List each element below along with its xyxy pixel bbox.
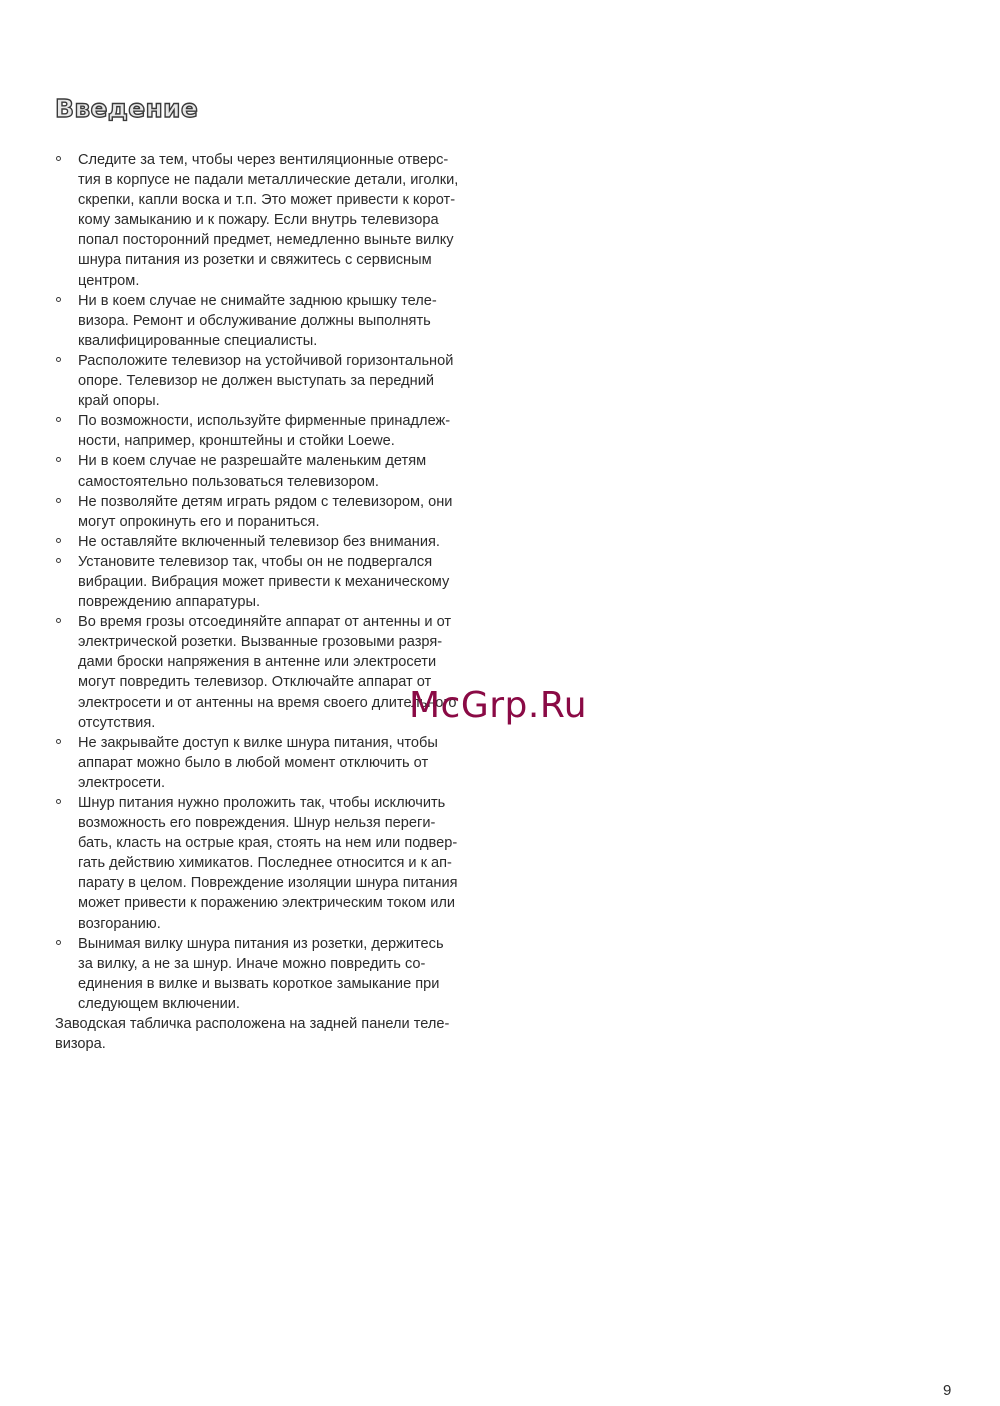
bullet-icon — [56, 156, 61, 161]
list-item — [55, 351, 495, 411]
bullet-icon — [56, 297, 61, 302]
watermark: McGrp.Ru — [409, 685, 588, 726]
list-item — [55, 411, 495, 451]
rating-plate-note: Заводская табличка расположена на задней панели теле- визора. — [55, 1016, 450, 1053]
list-item-text: Шнур питания нужно проложить так, чтобы исключить возможность его повреждения. Шнур нельзя переги- бать, класть на острые края, стоять на нем или подвер- гать действию химикатов. Последнее относится и к ап- парату в целом. Повреждение изоляции шнура питания может привести к поражению электрическим током или возгоранию. — [78, 795, 458, 932]
list-item-text: Расположите телевизор на устойчивой горизонтальной опоре. Телевизор не должен выступать за передний край опоры. — [78, 352, 454, 410]
list-item — [55, 492, 495, 532]
bullet-icon — [56, 357, 61, 362]
bullet-icon — [56, 498, 61, 503]
bullet-icon — [56, 417, 61, 422]
list-item-text: Не позволяйте детям играть рядом с телевизором, они могут опрокинуть его и пораниться. — [78, 493, 453, 530]
list-item — [55, 451, 495, 491]
page-number: 9 — [943, 1382, 952, 1399]
list-item-text: Во время грозы отсоединяйте аппарат от антенны и от электрической розетки. Вызванные грозовыми разря- дами броски напряжения в антенне или электросети могут повредить телевизор. Отключайте аппарат от электросети и от антенны на время своего длительного отсутствия. — [78, 614, 457, 731]
list-item-text: Установите телевизор так, чтобы он не подвергался вибрации. Вибрация может привести к механическому повреждению аппаратуры. — [78, 553, 450, 611]
list-item-text: Ни в коем случае не разрешайте маленьким детям самостоятельно пользоваться телевизором. — [78, 453, 427, 490]
bullet-icon — [56, 799, 61, 804]
list-item — [55, 733, 495, 793]
page-title: Введение — [55, 94, 199, 123]
bullet-icon — [56, 457, 61, 462]
bullet-icon — [56, 739, 61, 744]
list-item — [55, 934, 495, 1014]
list-item — [55, 150, 495, 291]
list-item — [55, 291, 495, 351]
list-item-text: Следите за тем, чтобы через вентиляционные отверс- тия в корпусе не падали металлические детали, иголки, скрепки, капли воска и т.п. Это может привести к корот- кому замыканию и к пожару. Если внутрь телевизора попал посторонний предмет, немедленно выньте вилку шнура питания из розетки и свяжитесь с сервисным центром. — [78, 152, 459, 289]
list-item-text: Ни в коем случае не снимайте заднюю крышку теле- визора. Ремонт и обслуживание должны выполнять квалифицированные специалисты. — [78, 292, 437, 349]
list-item — [55, 793, 495, 934]
list-item — [55, 532, 495, 552]
list-item-text: Не закрывайте доступ к вилке шнура питания, чтобы аппарат можно было в любой момент отключить от электросети. — [78, 734, 438, 791]
list-item-text: По возможности, используйте фирменные принадлеж- ности, например, кронштейны и стойки Loewe. — [78, 413, 451, 450]
safety-bullet-list — [55, 150, 495, 1014]
bullet-icon — [56, 538, 61, 543]
bullet-icon — [56, 618, 61, 623]
list-item-text: Не оставляйте включенный телевизор без внимания. — [78, 533, 440, 550]
list-item — [55, 552, 495, 612]
list-item-text: Вынимая вилку шнура питания из розетки, держитесь за вилку, а не за шнур. Иначе можно повредить со- единения в вилке и вызвать короткое замыкание при следующем включении. — [78, 935, 444, 1012]
bullet-icon — [56, 558, 61, 563]
document-body — [55, 150, 495, 1054]
bullet-icon — [56, 940, 61, 945]
